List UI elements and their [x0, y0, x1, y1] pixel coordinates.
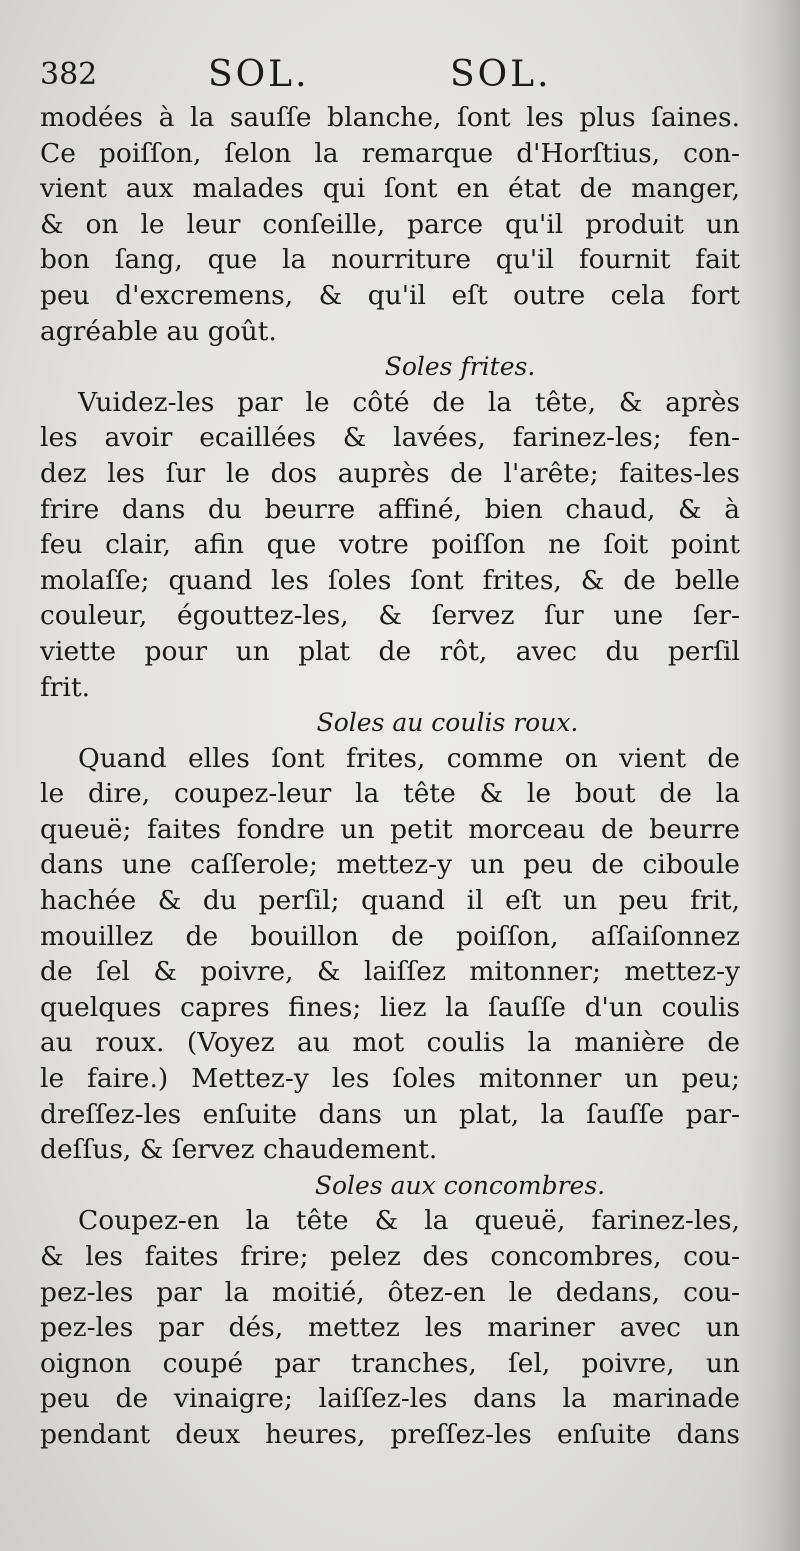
text-line: Coupez-en la tête & la queuë, farinez-les,: [78, 1205, 740, 1237]
text-line: peu d'excremens, & qu'il eſt outre cela fort: [40, 279, 740, 311]
text-line: agréable au goût.: [40, 315, 277, 347]
header-right-word: SOL.: [450, 54, 552, 95]
page-body: [40, 100, 740, 1453]
header-left-word: SOL.: [208, 54, 310, 95]
text-line: le dire, coupez-leur la tête & le bout de la: [40, 778, 740, 810]
text-line: quelques capres fines; liez la ſauſſe d'un coulis: [40, 991, 740, 1023]
text-line: molaſſe; quand les ſoles ſont frites, & de belle: [40, 564, 740, 596]
text-line: dreſſez-les enſuite dans un plat, la ſauſſe par-: [40, 1098, 740, 1130]
page-gutter-shadow: [740, 0, 800, 1551]
text-line: modées à la sauſſe blanche, ſont les plus ſaines.: [40, 102, 740, 133]
text-line: pendant deux heures, preſſez-les enſuite dans: [40, 1418, 740, 1450]
text-line: & on le leur conſeille, parce qu'il produit un: [40, 208, 740, 240]
text-line: deſſus, & ſervez chaudement.: [40, 1134, 438, 1166]
text-line: Vuidez-les par le côté de la tête, & après: [78, 386, 740, 418]
text-line: pez-les par la moitié, ôtez-en le dedans, cou-: [40, 1276, 740, 1308]
text-line: pez-les par dés, mettez les mariner avec un: [40, 1312, 740, 1344]
text-line: Quand elles ſont frites, comme on vient de: [78, 742, 740, 774]
page-number: 382: [40, 57, 98, 92]
text-line: peu de vinaigre; laiſſez-les dans la marinade: [40, 1383, 740, 1415]
text-line: viette pour un plat de rôt, avec du perſil: [40, 635, 740, 667]
text-line: frit.: [40, 671, 91, 703]
text-line: mouillez de bouillon de poiſſon, aſſaiſonnez: [40, 920, 740, 952]
text-line: les avoir ecaillées & lavées, farinez-les; fen-: [40, 422, 740, 454]
running-header: [40, 50, 740, 100]
text-line: queuë; faites fondre un petit morceau de beurre: [40, 813, 740, 845]
text-line: vient aux malades qui ſont en état de manger,: [40, 173, 740, 205]
section-heading-soles-concombres: Soles aux concombres.: [314, 1170, 606, 1200]
text-line: couleur, égouttez-les, & ſervez ſur une ſer-: [40, 600, 740, 632]
text-line: dans une caſſerole; mettez-y un peu de ciboule: [40, 849, 740, 881]
text-line: feu clair, afin que votre poiſſon ne ſoit point: [40, 529, 740, 561]
text-line: Ce poiſſon, ſelon la remarque d'Horſtius, con-: [40, 137, 740, 169]
text-line: bon ſang, que la nourriture qu'il fournit fait: [40, 244, 740, 276]
text-line: de ſel & poivre, & laiſſez mitonner; mettez-y: [40, 956, 740, 988]
text-line: frire dans du beurre affiné, bien chaud, & à: [40, 493, 740, 525]
section-heading-soles-frites: Soles frites.: [384, 352, 536, 382]
text-line: le faire.) Mettez-y les ſoles mitonner un peu;: [40, 1063, 740, 1095]
text-line: hachée & du perſil; quand il eſt un peu frit,: [40, 885, 740, 917]
text-line: au roux. (Voyez au mot coulis la manière de: [40, 1027, 740, 1059]
section-heading-soles-coulis-roux: Soles au coulis roux.: [316, 708, 579, 738]
text-line: oignon coupé par tranches, ſel, poivre, un: [40, 1347, 740, 1379]
text-line: dez les ſur le dos auprès de l'arête; faites-les: [40, 457, 740, 489]
text-line: & les faites frire; pelez des concombres, cou-: [40, 1241, 740, 1272]
